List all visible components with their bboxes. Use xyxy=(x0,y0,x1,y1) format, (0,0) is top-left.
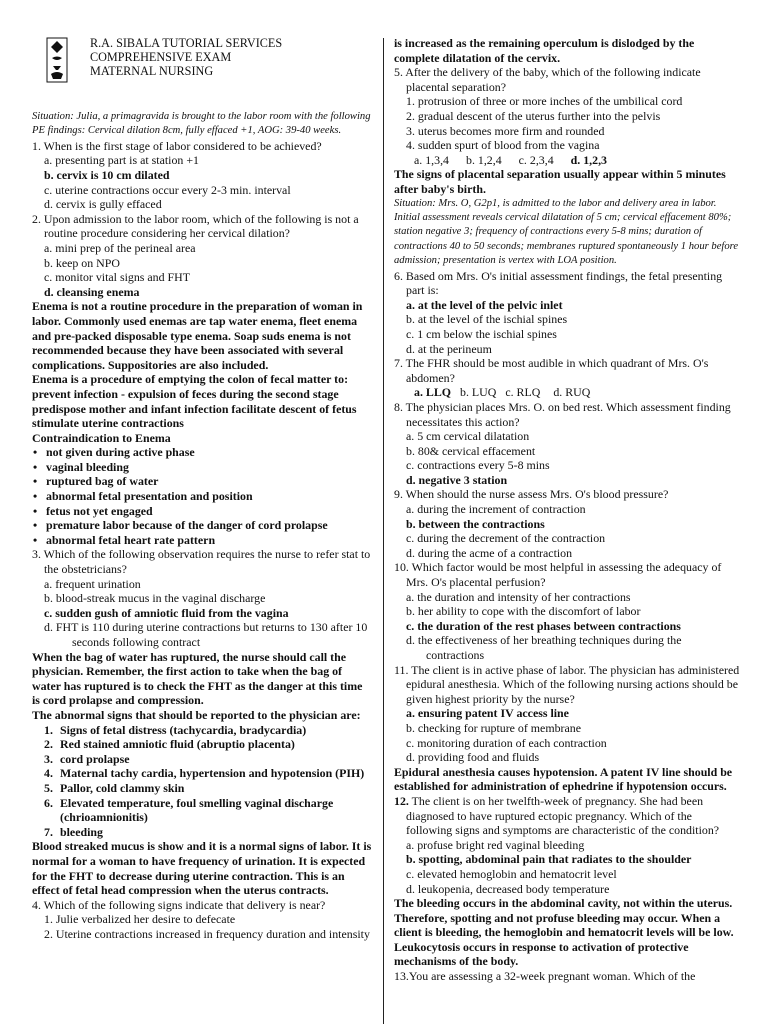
right-column xyxy=(394,36,740,984)
q12-option-a: a. profuse bright red vaginal bleeding xyxy=(406,837,585,852)
list-item: • vaginal bleeding xyxy=(32,460,372,475)
question-11: 11. The client is in active phase of labor. The physician has administered epidural anesthesia. Which of the following nursing actions should be given highest priority by the nurse? xyxy=(394,662,740,706)
q11-option-b: b. checking for rupture of membrane xyxy=(406,720,581,735)
q3-option-c: c. sudden gush of amniotic fluid from the vagina xyxy=(44,605,289,620)
list-item: 6. Elevated temperature, foul smelling vaginal discharge (chrioamnionitis) xyxy=(44,795,334,825)
column-divider xyxy=(383,38,384,1024)
q11-option-c: c. monitoring duration of each contraction xyxy=(406,735,607,750)
question-7: 7. The FHR should be most audible in which quadrant of Mrs. O's abdomen? xyxy=(394,356,709,385)
q9-option-b: b. between the contractions xyxy=(406,516,545,531)
question-12: 12. The client is on her twelfth-week of pregnancy. She had been diagnosed to have ruptured ectopic pregnancy. Which of the following signs and symptoms are characteristic of the condition? xyxy=(394,793,720,838)
q6-option-d: d. at the perineum xyxy=(406,341,492,356)
situation-2: Situation: Mrs. O, G2p1, is admitted to the labor and delivery area in labor. Initial assessment reveals cervical dilatation of 5 cm; cervical effacement 80%; station negative 3; frequency of contractions every 5-8 mins; duration of contractions 40 to 50 seconds; membranes ruptured spontaneously 1 hour before admission; presentation is vertex with LOA position. xyxy=(394,197,739,267)
q9-option-c: c. during the decrement of the contraction xyxy=(406,531,606,546)
list-item: • fetus not yet engaged xyxy=(32,504,372,519)
q5-choices xyxy=(394,153,740,168)
q10-option-c: c. the duration of the rest phases between contractions xyxy=(406,618,681,633)
q3-option-d: d. FHT is 110 during uterine contractions but returns to 130 after 10 seconds following contract xyxy=(44,620,368,649)
q5-option-1: 1. protrusion of three or more inches of the umbilical cord xyxy=(406,94,683,109)
q5-option-2: 2. gradual descent of the uterus further into the pelvis xyxy=(406,108,661,123)
q4-option-1: 1. Julie verbalized her desire to defecate xyxy=(44,912,236,927)
list-item: • premature labor because of the danger of cord prolapse xyxy=(32,518,372,533)
header-line-1: R.A. SIBALA TUTORIAL SERVICES xyxy=(90,36,283,50)
q7-choice-c: c. RLQ xyxy=(505,385,541,400)
q7-choice-d: d. RUQ xyxy=(553,385,591,400)
document-header xyxy=(44,36,372,84)
question-9: 9. When should the nurse assess Mrs. O's blood pressure? xyxy=(394,487,669,502)
list-item: 4. Maternal tachy cardia, hypertension and hypotension (PIH) xyxy=(44,766,365,781)
question-3: 3. Which of the following observation requires the nurse to refer stat to the obstetricians? xyxy=(32,547,371,577)
list-item: • ruptured bag of water xyxy=(32,474,372,489)
q5-option-3: 3. uterus becomes more firm and rounded xyxy=(406,123,605,138)
q5-choice-a: a. 1,3,4 xyxy=(414,152,450,167)
list-item: • abnormal fetal presentation and position xyxy=(32,489,372,504)
q10-option-a: a. the duration and intensity of her contractions xyxy=(406,589,631,604)
q8-option-d: d. negative 3 station xyxy=(406,472,508,487)
list-item: 1. Signs of fetal distress (tachycardia, bradycardia) xyxy=(44,722,307,737)
q7-choice-b: b. LUQ xyxy=(460,385,497,400)
q2-option-a: a. mini prep of the perineal area xyxy=(44,240,196,255)
q12-option-b: b. spotting, abdominal pain that radiates to the shoulder xyxy=(406,852,692,867)
q1-option-b: b. cervix is 10 cm dilated xyxy=(44,168,170,182)
list-item: • not given during active phase xyxy=(32,445,372,460)
situation-1: Situation: Julia, a primagravida is brought to the labor room with the following PE findings: Cervical dilation 8cm, fully effaced +1, AOG: 39-40 weeks. xyxy=(32,111,371,137)
abnormal-signs-list xyxy=(32,723,372,840)
logo-icon xyxy=(44,36,70,84)
list-item: 7. bleeding xyxy=(44,824,103,839)
list-item: 2. Red stained amniotic fluid (abruptio placenta) xyxy=(44,737,295,752)
header-lines xyxy=(90,36,282,79)
rationale-3b: Blood streaked mucus is show and it is a normal signs of labor. It is normal for a woman to have frequency of urination. It is expected for the FHT to decrease during uterine contraction. This is an effect of fetal head compression when the uterus contracts. xyxy=(32,839,372,898)
q8-option-a: a. 5 cm cervical dilatation xyxy=(406,429,530,444)
question-10: 10. Which factor would be most helpful in assessing the adequacy of Mrs. O's placental perfusion? xyxy=(394,560,722,590)
q4-option-2: 2. Uterine contractions increased in frequency duration and intensity xyxy=(44,926,370,941)
q1-option-a: a. presenting part is at station +1 xyxy=(44,153,199,168)
q5-choice-d: d. 1,2,3 xyxy=(570,152,607,167)
left-column xyxy=(32,36,372,941)
list-item: 3. cord prolapse xyxy=(44,751,130,766)
q11-option-d: d. providing food and fluids xyxy=(406,750,540,765)
list-item: 5. Pallor, cold clammy skin xyxy=(44,780,185,795)
q9-option-a: a. during the increment of contraction xyxy=(406,502,586,517)
rationale-3: When the bag of water has ruptured, the nurse should call the physician. Remember, the first action to take when the bag of water has ruptured is to check the FHT as the danger at this time is cord prolapse and compression. xyxy=(32,649,363,708)
q6-option-a: a. at the level of the pelvic inlet xyxy=(406,297,563,312)
rationale-5: The signs of placental separation usually appear within 5 minutes after baby's birth. xyxy=(394,167,726,196)
question-8: 8. The physician places Mrs. O. on bed rest. Which assessment finding necessitates this action? xyxy=(394,399,731,429)
question-4: 4. Which of the following signs indicate that delivery is near? xyxy=(32,897,326,912)
contraindication-title: Contraindication to Enema xyxy=(32,430,171,445)
q2-option-d: d. cleansing enema xyxy=(44,284,140,299)
q2-option-c: c. monitor vital signs and FHT xyxy=(44,270,190,285)
q12-option-c: c. elevated hemoglobin and hematocrit level xyxy=(406,866,617,881)
question-13: 13.You are assessing a 32-week pregnant woman. Which of the xyxy=(394,969,696,984)
continued-text: is increased as the remaining operculum is dislodged by the complete dilatation of the cervix. xyxy=(394,36,695,65)
q1-option-c: c. uterine contractions occur every 2-3 min. interval xyxy=(44,182,291,197)
q11-option-a: a. ensuring patent IV access line xyxy=(406,706,569,721)
header-line-3: MATERNAL NURSING xyxy=(90,64,214,79)
list-item: • abnormal fetal heart rate pattern xyxy=(32,533,372,548)
q6-option-b: b. at the level of the ischial spines xyxy=(406,312,568,327)
question-2: 2. Upon admission to the labor room, which of the following is not a routine procedure considering her cervical dilation? xyxy=(32,211,359,241)
q5-choice-c: c. 2,3,4 xyxy=(518,152,554,167)
header-line-2: COMPREHENSIVE EXAM xyxy=(90,50,232,65)
q3-option-b: b. blood-streak mucus in the vaginal discharge xyxy=(44,591,266,606)
q8-option-c: c. contractions every 5-8 mins xyxy=(406,458,550,473)
rationale-11: Epidural anesthesia causes hypotension. A patent IV line should be established for administration of ephedrine if hypotension occurs. xyxy=(394,764,733,794)
q2-option-b: b. keep on NPO xyxy=(44,255,120,270)
q5-option-4: 4. sudden spurt of blood from the vagina xyxy=(406,138,600,153)
q7-choice-a: a. LLQ xyxy=(414,385,452,400)
q9-option-d: d. during the acme of a contraction xyxy=(406,545,573,560)
question-5: 5. After the delivery of the baby, which of the following indicate placental separation? xyxy=(394,65,701,94)
q8-option-b: b. 80& cervical effacement xyxy=(406,443,536,458)
rationale-12: The bleeding occurs in the abdominal cavity, not within the uterus. Therefore, spotting and not profuse bleeding may occur. When a client is bleeding, the hemoglobin and hematocrit levels will be low. Leukocytosis occurs in response to activation of protective mechanisms of the body. xyxy=(394,896,734,969)
q5-choice-b: b. 1,2,4 xyxy=(466,152,502,167)
q10-option-b: b. her ability to cope with the discomfort of labor xyxy=(406,604,641,619)
question-6: 6. Based om Mrs. O's initial assessment findings, the fetal presenting part is: xyxy=(394,268,723,298)
q6-option-c: c. 1 cm below the ischial spines xyxy=(406,326,557,341)
contraindication-list xyxy=(32,445,372,547)
abnormal-signs-title: The abnormal signs that should be reported to the physician are: xyxy=(32,707,361,722)
q12-option-d: d. leukopenia, decreased body temperature xyxy=(406,881,610,896)
q7-choices xyxy=(394,385,740,400)
rationale-2b: Enema is a procedure of emptying the colon of fecal matter to: prevent infection - expulsion of feces during the second stage predispose mother and infant infection facilitate descent of fetus stimulate uterine contractions xyxy=(32,372,357,431)
q1-option-d: d. cervix is gully effaced xyxy=(44,197,162,212)
q3-option-a: a. frequent urination xyxy=(44,576,141,591)
question-1: 1. When is the first stage of labor considered to be achieved? xyxy=(32,138,322,153)
rationale-2a: Enema is not a routine procedure in the preparation of woman in labor. Commonly used enemas are tap water enema, fleet enema and pre-packed disposable type enema. Soap suds enema is not recommended because they have been associated with several complications. Suppositories are also included. xyxy=(32,299,363,372)
q10-option-d: d. the effectiveness of her breathing techniques during the contractions xyxy=(406,633,682,662)
